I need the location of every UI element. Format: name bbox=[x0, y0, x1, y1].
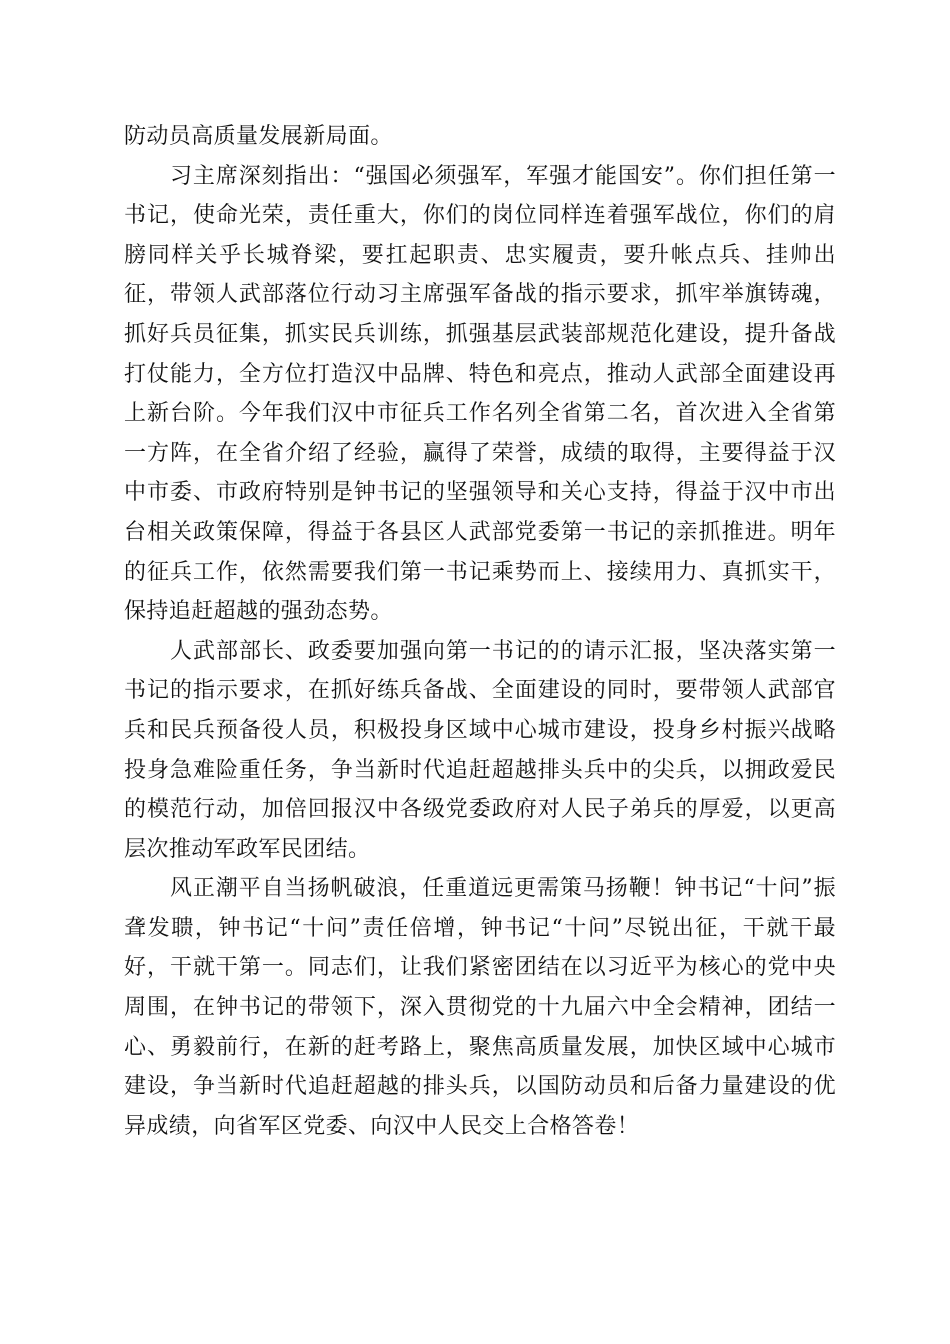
paragraph-3: 人武部部长、政委要加强向第一书记的的请示汇报，坚决落实第一书记的指示要求，在抓好练兵备战、全面建设的同时，要带领人武部官兵和民兵预备役人员，积极投身区域中心城市建设，投身乡村振兴战略投身急难险重任务，争当新时代追赶超越排头兵中的尖兵，以拥政爱民的模范行动，加倍回报汉中各级党委政府对人民子弟兵的厚爱，以更高层次推动军政军民团结。 bbox=[124, 638, 836, 862]
document-body bbox=[124, 117, 836, 1146]
paragraph-1: 防动员高质量发展新局面。 bbox=[124, 124, 393, 149]
paragraph-2: 习主席深刻指出：“强国必须强军，军强才能国安”。你们担任第一书记，使命光荣，责任重大，你们的岗位同样连着强军战位，你们的肩膀同样关乎长城脊梁，要扛起职责、忠实履责，要升帐点兵、挂帅出征，带领人武部落位行动习主席强军备战的指示要求，抓牢举旗铸魂，抓好兵员征集，抓实民兵训练，抓强基层武装部规范化建设，提升备战打仗能力，全方位打造汉中品牌、特色和亮点，推动人武部全面建设再上新台阶。今年我们汉中市征兵工作名列全省第二名，首次进入全省第一方阵，在全省介绍了经验，赢得了荣誉，成绩的取得，主要得益于汉中市委、市政府特别是钟书记的坚强领导和关心支持，得益于汉中市出台相关政策保障，得益于各县区人武部党委第一书记的亲抓推进。明年的征兵工作，依然需要我们第一书记乘势而上、接续用力、真抓实干，保持追赶超越的强劲态势。 bbox=[124, 163, 836, 625]
paragraph-4: 风正潮平自当扬帆破浪，任重道远更需策马扬鞭！钟书记“十问”振聋发聩，钟书记“十问”责任倍增，钟书记“十问”尽锐出征，干就干最好，干就干第一。同志们，让我们紧密团结在以习近平为核心的党中央周围，在钟书记的带领下，深入贯彻党的十九届六中全会精神，团结一心、勇毅前行，在新的赶考路上，聚焦高质量发展，加快区域中心城市建设，争当新时代追赶超越的排头兵，以国防动员和后备力量建设的优异成绩，向省军区党委、向汉中人民交上合格答卷！ bbox=[124, 876, 836, 1139]
